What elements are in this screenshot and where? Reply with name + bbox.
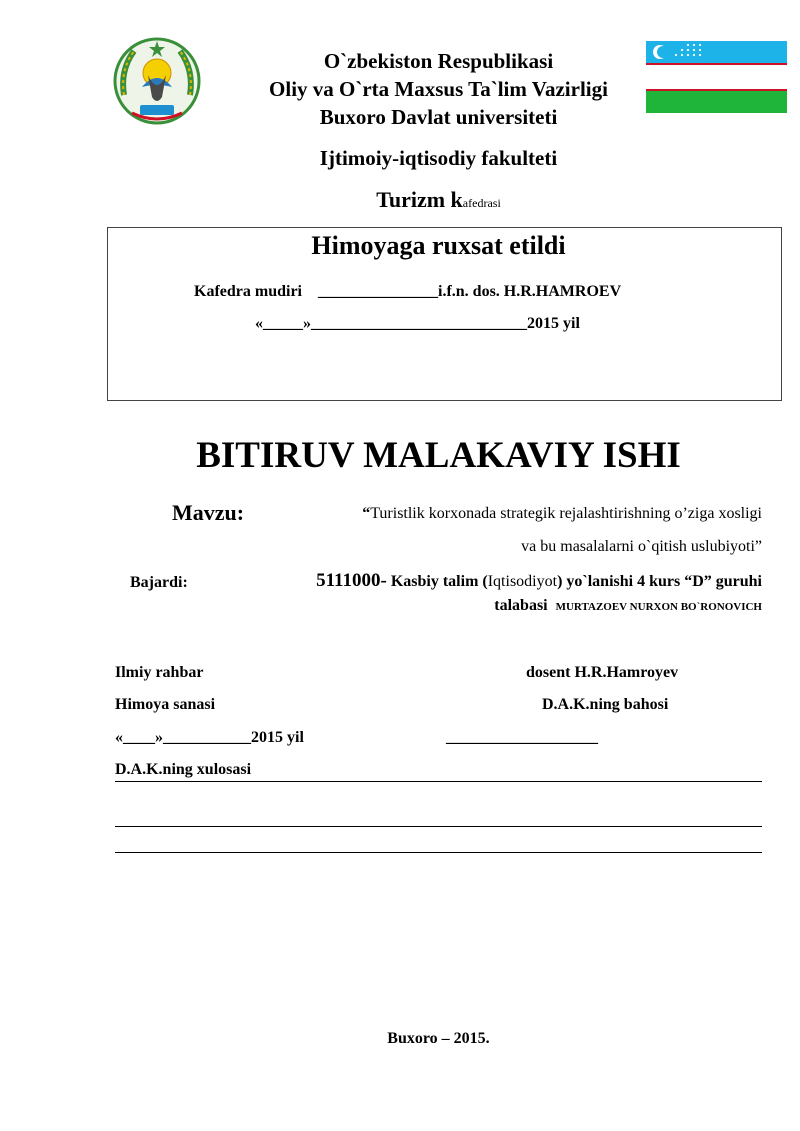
conclusion-line-2 bbox=[115, 826, 762, 827]
ministry-heading: Oliy va O`rta Maxsus Ta`lim Vazirligi bbox=[269, 77, 608, 101]
department-head-signature-blank: _______________ bbox=[318, 283, 438, 300]
student-line bbox=[220, 597, 762, 615]
conclusion-line-1 bbox=[115, 781, 762, 782]
done-by-label: Bajardi: bbox=[130, 574, 188, 591]
topic-label: Mavzu: bbox=[172, 500, 245, 525]
approval-date-open: « bbox=[255, 315, 263, 332]
specialty-code: 5111000- bbox=[316, 570, 387, 591]
grade-label: D.A.K.ning bahosi bbox=[542, 696, 669, 713]
topic-line-1 bbox=[280, 505, 762, 523]
faculty-heading: Ijtimoiy-iqtisodiy fakulteti bbox=[319, 146, 558, 170]
defense-date-label: Himoya sanasi bbox=[115, 696, 216, 713]
supervisor-name: dosent H.R.Hamroyev bbox=[526, 664, 679, 681]
university-heading: Buxoro Davlat universiteti bbox=[319, 105, 558, 129]
approval-year: 2015 yil bbox=[527, 315, 580, 332]
footer-city-year: Buxoro – 2015. bbox=[387, 1030, 490, 1047]
approval-day-blank: _____ bbox=[263, 315, 303, 332]
defense-date-value: «____»___________2015 yil bbox=[115, 729, 304, 746]
approval-title: Himoyaga ruxsat etildi bbox=[311, 231, 566, 260]
approval-date-close: » bbox=[303, 315, 311, 332]
topic-text-1: Turistlik korxonada strategik rejalashtirishning o’ziga xosligi bbox=[370, 505, 762, 522]
conclusion-label: D.A.K.ning xulosasi bbox=[115, 761, 252, 778]
department-heading bbox=[0, 187, 800, 213]
work-title: BITIRUV MALAKAVIY ISHI bbox=[196, 435, 681, 476]
conclusion-line-3 bbox=[115, 852, 762, 853]
republic-heading: O`zbekiston Respublikasi bbox=[323, 49, 554, 73]
department-head-name: i.f.n. dos. H.R.HAMROEV bbox=[438, 283, 622, 300]
supervisor-label: Ilmiy rahbar bbox=[115, 664, 204, 681]
department-heading-main: Turizm k bbox=[376, 187, 463, 212]
student-prefix: talabasi bbox=[494, 597, 548, 614]
grade-blank: ___________________ bbox=[446, 729, 598, 746]
department-head-line bbox=[194, 283, 621, 301]
topic-line-2: va bu masalalarni o`qitish uslubiyoti” bbox=[521, 538, 762, 555]
approval-date-line bbox=[255, 315, 580, 333]
approval-month-blank: ___________________________ bbox=[311, 315, 527, 332]
direction-text-c: ) yo`lanishi 4 kurs “D” guruhi bbox=[557, 573, 762, 590]
direction-text-a: Kasbiy talim ( bbox=[390, 573, 488, 590]
department-head-label: Kafedra mudiri bbox=[194, 283, 302, 300]
student-name: MURTAZOEV NURXON BO`RONOVICH bbox=[555, 601, 762, 613]
department-heading-suffix: afedrasi bbox=[462, 196, 501, 210]
topic-quote-open: “ bbox=[362, 505, 371, 522]
direction-text-b: Iqtisodiyot bbox=[487, 573, 558, 590]
direction-line bbox=[220, 570, 762, 592]
